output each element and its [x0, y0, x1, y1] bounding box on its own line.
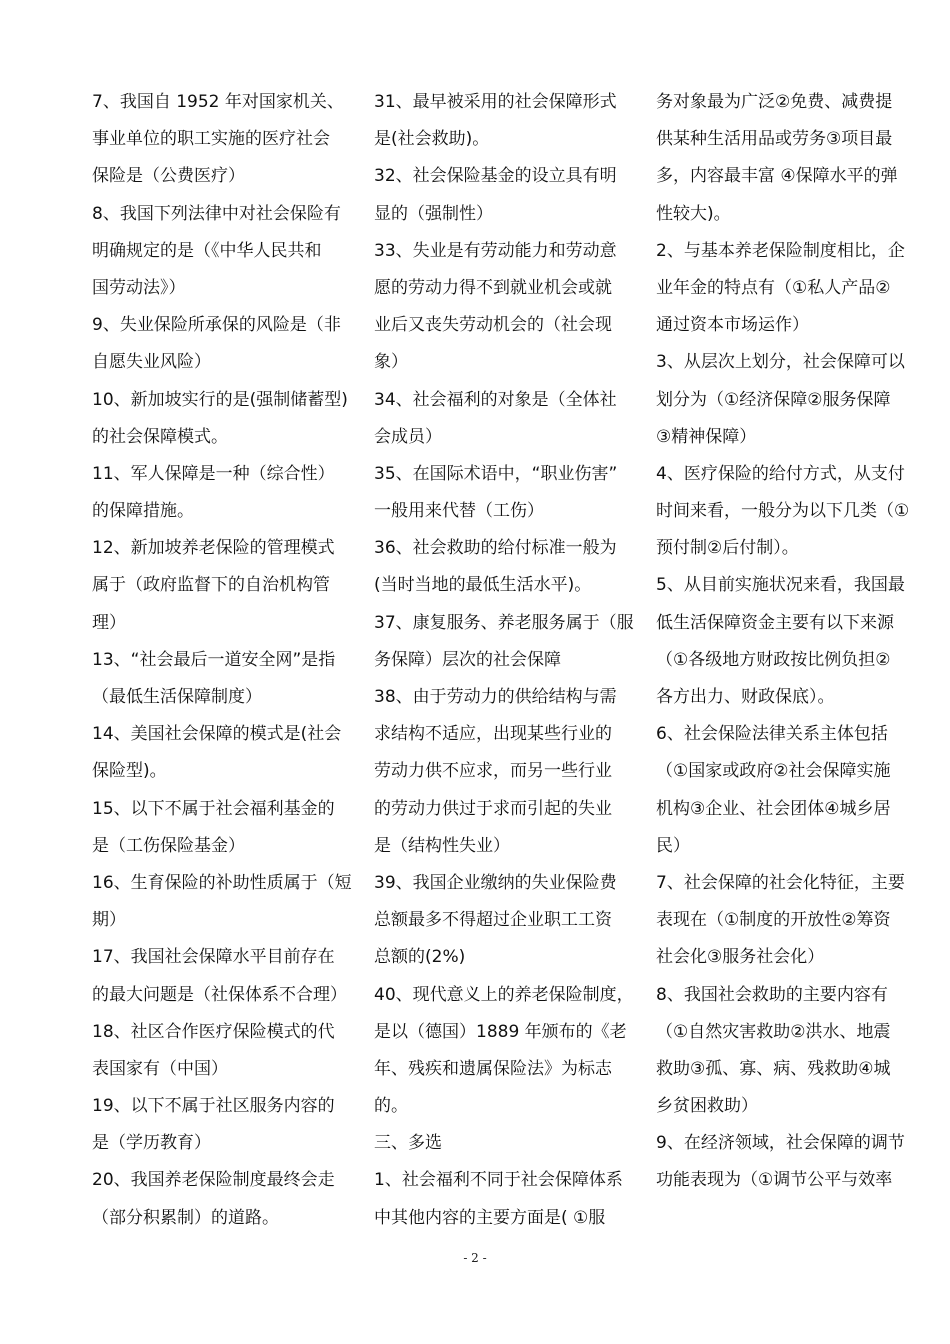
text-line: 的保障措施。	[92, 501, 194, 522]
text-line: 业后又丧失劳动机会的（社会现	[374, 315, 612, 336]
text-line: （①各级地方财政按比例负担②	[656, 649, 891, 670]
text-line: 4、医疗保险的给付方式，从支付	[656, 463, 905, 484]
text-line: 是（结构性失业）	[374, 835, 510, 856]
text-line: 18、社区合作医疗保险模式的代	[92, 1021, 335, 1042]
text-line: 低生活保障资金主要有以下来源	[656, 612, 894, 633]
text-line: 31、最早被采用的社会保障形式	[374, 92, 617, 112]
text-line: 15、以下不属于社会福利基金的	[92, 798, 335, 819]
text-line: 明确规定的是（《中华人民共和	[92, 240, 322, 261]
text-line: 求结构不适应，出现某些行业的	[374, 724, 612, 745]
text-line: 2、与基本养老保险制度相比，企	[656, 240, 905, 261]
text-line: 性较大)。	[656, 203, 731, 224]
text-column-middle	[374, 84, 632, 1237]
text-line: 32、社会保险基金的设立具有明	[374, 166, 617, 187]
text-line: 的社会保障模式。	[92, 426, 228, 447]
text-line: 5、从目前实施状况来看，我国最	[656, 575, 905, 596]
text-line: 11、军人保障是一种（综合性）	[92, 463, 335, 484]
text-line: 35、在国际术语中，“职业伤害”	[374, 463, 618, 484]
text-line: 的最大问题是（社保体系不合理）	[92, 984, 347, 1005]
text-line: 预付制②后付制）。	[656, 538, 799, 559]
text-line: 17、我国社会保障水平目前存在	[92, 947, 335, 968]
text-line: 会成员）	[374, 426, 442, 447]
text-line: 供某种生活用品或劳务③项目最	[656, 129, 893, 150]
text-line: 三、多选	[374, 1133, 442, 1154]
text-line: 36、社会救助的给付标准一般为	[374, 538, 617, 559]
text-line: 是（工伤保险基金）	[92, 835, 245, 856]
text-line: 20、我国养老保险制度最终会走	[92, 1170, 335, 1191]
text-line: 功能表现为（①调节公平与效率	[656, 1170, 893, 1191]
page-number: - 2 -	[463, 1251, 487, 1265]
text-line: 33、失业是有劳动能力和劳动意	[374, 240, 617, 261]
text-line: 12、新加坡养老保险的管理模式	[92, 538, 335, 559]
text-line: 期）	[92, 910, 126, 931]
text-line: 年、残疾和遗属保险法》为标志	[374, 1058, 612, 1079]
text-line: ③精神保障）	[656, 426, 757, 447]
text-line: （①自然灾害救助②洪水、地震	[656, 1021, 891, 1042]
text-line: 39、我国企业缴纳的失业保险费	[374, 872, 617, 893]
text-line: 业年金的特点有（①私人产品②	[656, 277, 891, 298]
text-line: 10、新加坡实行的是(强制储蓄型)	[92, 389, 348, 410]
text-line: （最低生活保障制度）	[92, 687, 262, 707]
text-line: 是以（德国）1889 年颁布的《老	[374, 1021, 627, 1042]
text-line: 自愿失业风险）	[92, 352, 211, 373]
text-line: （①国家或政府②社会保障实施	[656, 761, 891, 782]
text-line: 3、从层次上划分，社会保障可以	[656, 352, 905, 373]
text-line: 19、以下不属于社区服务内容的	[92, 1096, 335, 1117]
text-line: 属于（政府监督下的自治机构管	[92, 575, 330, 596]
text-line: 表现在（①制度的开放性②筹资	[656, 910, 891, 931]
text-line: 一般用来代替（工伤）	[374, 501, 544, 522]
text-line: 7、我国自 1952 年对国家机关、	[92, 92, 344, 112]
text-line: 7、社会保障的社会化特征，主要	[656, 872, 905, 893]
text-line: 6、社会保险法律关系主体包括	[656, 724, 888, 745]
text-line: 救助③孤、寡、病、残救助④城	[656, 1058, 891, 1079]
text-line: 表国家有（中国）	[92, 1058, 228, 1079]
text-line: 愿的劳动力得不到就业机会或就	[374, 277, 612, 298]
text-line: 34、社会福利的对象是（全体社	[374, 389, 617, 410]
text-line: 理）	[92, 612, 126, 633]
text-line: 是(社会救助)。	[374, 129, 490, 150]
text-line: (当时当地的最低生活水平)。	[374, 575, 592, 596]
text-line: 9、在经济领域，社会保障的调节	[656, 1133, 905, 1154]
text-line: 37、康复服务、养老服务属于（服	[374, 612, 634, 633]
text-line: 务保障）层次的社会保障	[374, 649, 561, 670]
text-column-right	[656, 84, 918, 1200]
text-line: （部分积累制）的道路。	[92, 1207, 279, 1228]
text-line: 社会化③服务社会化）	[656, 947, 825, 968]
text-line: 的劳动力供过于求而引起的失业	[374, 798, 612, 819]
text-line: 14、美国社会保障的模式是(社会	[92, 724, 342, 745]
text-line: 时间来看，一般分为以下几类（①	[656, 501, 910, 522]
text-line: 乡贫困救助）	[656, 1096, 758, 1117]
text-line: 事业单位的职工实施的医疗社会	[92, 129, 330, 150]
text-line: 13、“社会最后一道安全网”是指	[92, 649, 336, 670]
text-line: 40、现代意义上的养老保险制度，	[374, 984, 634, 1005]
text-line: 总额最多不得超过企业职工工资	[374, 910, 612, 931]
text-line: 务对象最为广泛②免费、减费提	[656, 92, 893, 112]
text-column-left	[92, 84, 350, 1237]
text-line: 是（学历教育）	[92, 1133, 211, 1154]
text-line: 中其他内容的主要方面是( ①服	[374, 1207, 606, 1228]
text-line: 劳动力供不应求，而另一些行业	[374, 761, 612, 782]
text-line: 保险型)。	[92, 761, 167, 782]
text-line: 38、由于劳动力的供给结构与需	[374, 687, 617, 707]
text-line: 民）	[656, 835, 690, 856]
text-line: 多，内容最丰富 ④保障水平的弹	[656, 166, 898, 187]
text-line: 1、社会福利不同于社会保障体系	[374, 1170, 623, 1191]
text-line: 的。	[374, 1096, 408, 1117]
text-line: 9、失业保险所承保的风险是（非	[92, 315, 341, 336]
text-line: 通过资本市场运作）	[656, 315, 809, 336]
text-line: 划分为（①经济保障②服务保障	[656, 389, 891, 410]
text-line: 8、我国下列法律中对社会保险有	[92, 203, 341, 224]
text-line: 8、我国社会救助的主要内容有	[656, 984, 888, 1005]
text-line: 国劳动法》）	[92, 277, 186, 298]
text-line: 各方出力、财政保底）。	[656, 687, 835, 707]
text-line: 机构③企业、社会团体④城乡居	[656, 798, 891, 819]
text-line: 显的（强制性）	[374, 203, 493, 224]
text-line: 总额的(2%)	[374, 947, 466, 968]
text-line: 保险是（公费医疗）	[92, 166, 245, 187]
text-line: 象）	[374, 352, 408, 373]
text-line: 16、生育保险的补助性质属于（短	[92, 872, 352, 893]
